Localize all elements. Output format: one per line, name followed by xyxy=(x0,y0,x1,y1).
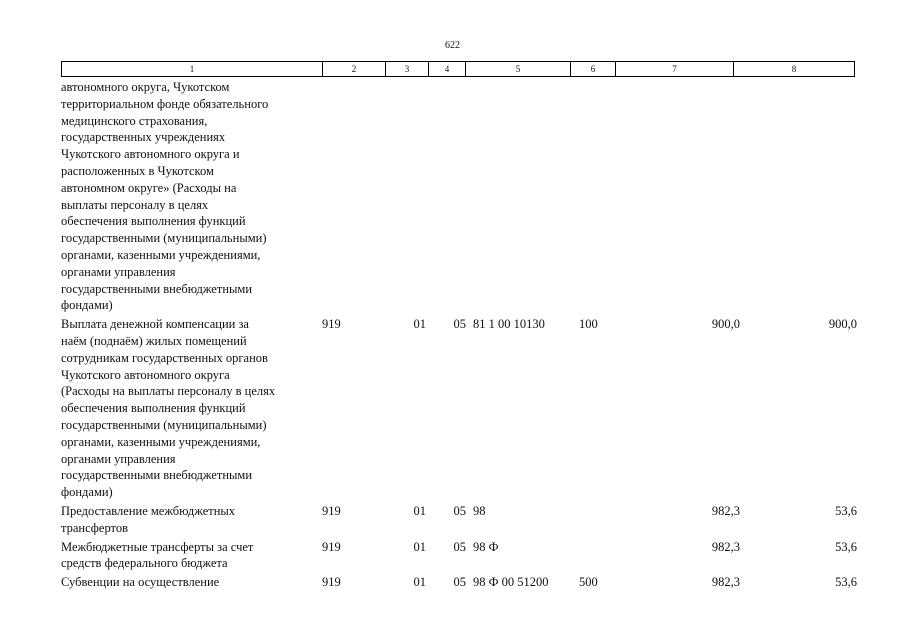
page-number: 622 xyxy=(445,40,460,51)
table-row xyxy=(61,537,857,573)
row-code-4: 05 xyxy=(453,575,466,590)
description-line: медицинского страхования, xyxy=(61,113,208,128)
row-amount-7: 900,0 xyxy=(711,317,740,332)
row-description xyxy=(61,501,321,537)
row-amount-8: 53,6 xyxy=(835,575,857,590)
row-code-4 xyxy=(430,79,469,314)
table-row xyxy=(61,314,857,501)
description-line: средств федерального бюджета xyxy=(61,556,228,571)
header-col-5: 5 xyxy=(466,62,571,77)
description-line: обеспечения выполнения функций xyxy=(61,401,246,416)
description-line: автономного округа, Чукотском xyxy=(61,80,230,94)
description-line: расположенных в Чукотском xyxy=(61,163,214,178)
row-code-2 xyxy=(321,79,384,314)
row-description xyxy=(61,79,321,314)
row-amount-8: 53,6 xyxy=(835,539,857,554)
header-col-8: 8 xyxy=(734,62,855,77)
description-line: территориальном фонде обязательного xyxy=(61,96,269,111)
description-line: Чукотского автономного округа и xyxy=(61,147,240,162)
row-code-5: 98 xyxy=(473,503,486,518)
row-code-6: 500 xyxy=(579,575,598,590)
description-line: органами управления xyxy=(61,264,176,279)
description-line: сотрудникам государственных органов xyxy=(61,350,268,365)
description-line: Предоставление межбюджетных xyxy=(61,503,236,518)
row-amount-7: 982,3 xyxy=(711,503,740,518)
table-row xyxy=(61,572,857,591)
header-col-7: 7 xyxy=(616,62,734,77)
row-amount-8 xyxy=(740,79,857,314)
description-line: органами, казенными учреждениями, xyxy=(61,247,261,262)
description-line: Чукотского автономного округа xyxy=(61,367,230,382)
row-code-5: 81 1 00 10130 xyxy=(473,317,545,332)
description-line: Выплата денежной компенсации за xyxy=(61,317,249,332)
row-code-3: 01 xyxy=(413,503,426,518)
description-line: Межбюджетные трансферты за счет xyxy=(61,539,254,554)
row-amount-7: 982,3 xyxy=(711,575,740,590)
row-description xyxy=(61,537,321,573)
row-code-2: 919 xyxy=(322,317,341,332)
description-line: государственными внебюджетными xyxy=(61,468,253,483)
description-line: органами, казенными учреждениями, xyxy=(61,434,261,449)
description-line: фондами) xyxy=(61,298,113,313)
row-code-4: 05 xyxy=(453,539,466,554)
header-col-4: 4 xyxy=(429,62,466,77)
table-row xyxy=(61,79,857,314)
row-code-3: 01 xyxy=(413,575,426,590)
description-line: органами управления xyxy=(61,451,176,466)
row-code-6 xyxy=(577,79,623,314)
row-amount-8: 900,0 xyxy=(828,317,857,332)
description-line: обеспечения выполнения функций xyxy=(61,214,246,229)
description-line: выплаты персоналу в целях xyxy=(61,197,209,212)
row-amount-8: 53,6 xyxy=(835,503,857,518)
row-code-2: 919 xyxy=(322,539,341,554)
column-number-header xyxy=(61,61,855,77)
description-line: (Расходы на выплаты персоналу в целях xyxy=(61,384,276,399)
description-line: наём (поднаём) жилых помещений xyxy=(61,333,247,348)
row-code-3 xyxy=(384,79,430,314)
row-code-4: 05 xyxy=(453,503,466,518)
description-line: государственными внебюджетными xyxy=(61,281,253,296)
description-line: фондами) xyxy=(61,485,113,500)
row-description xyxy=(61,314,321,501)
row-amount-7: 982,3 xyxy=(711,539,740,554)
description-line: государственных учреждениях xyxy=(61,130,226,145)
description-line: трансфертов xyxy=(61,520,128,535)
row-code-5 xyxy=(469,79,577,314)
description-line: государственными (муниципальными) xyxy=(61,417,267,432)
row-code-3: 01 xyxy=(413,539,426,554)
row-code-4: 05 xyxy=(453,317,466,332)
budget-table xyxy=(61,79,857,591)
table-row xyxy=(61,501,857,537)
row-code-2: 919 xyxy=(322,575,341,590)
row-code-3: 01 xyxy=(413,317,426,332)
header-col-3: 3 xyxy=(386,62,429,77)
row-amount-7 xyxy=(623,79,740,314)
header-col-6: 6 xyxy=(571,62,616,77)
description-line: автономном округе» (Расходы на xyxy=(61,180,237,195)
row-code-6 xyxy=(577,501,623,537)
row-code-6 xyxy=(577,537,623,573)
row-code-2: 919 xyxy=(322,503,341,518)
row-code-6: 100 xyxy=(579,317,598,332)
row-code-5: 98 Ф 00 51200 xyxy=(473,575,549,590)
header-col-2: 2 xyxy=(323,62,386,77)
header-col-1: 1 xyxy=(62,62,323,77)
description-line: Субвенции на осуществление xyxy=(61,575,220,590)
row-code-5: 98 Ф xyxy=(473,539,499,554)
row-description xyxy=(61,572,321,591)
description-line: государственными (муниципальными) xyxy=(61,231,267,246)
